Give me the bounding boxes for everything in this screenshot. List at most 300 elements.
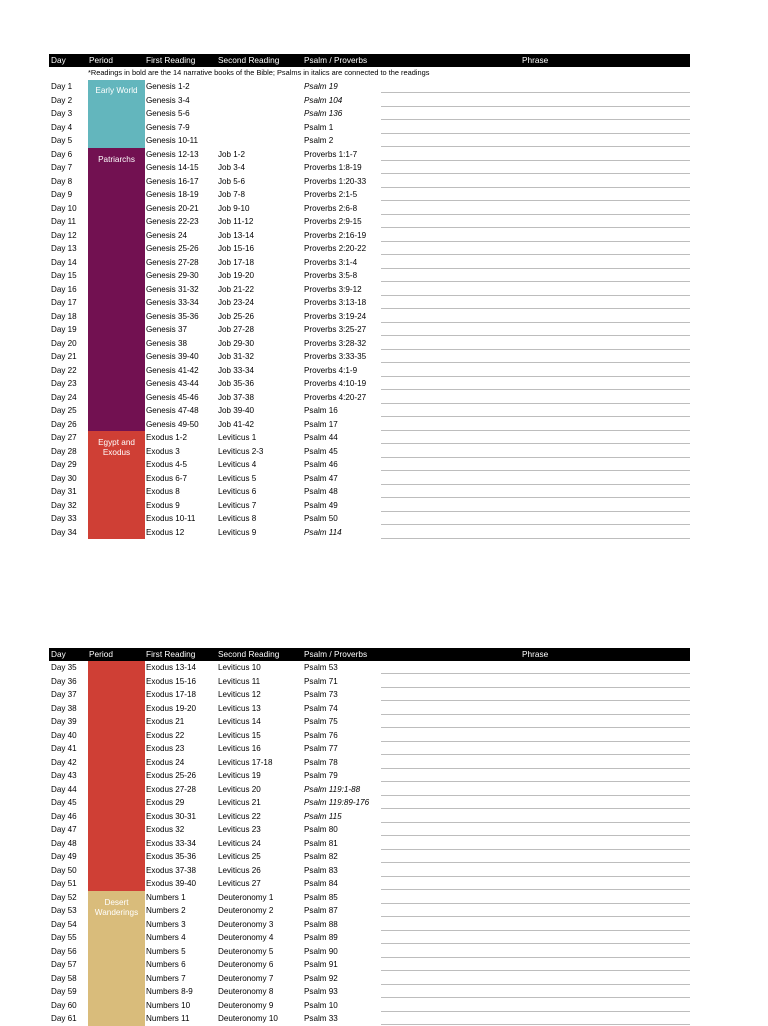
first-reading-cell: Genesis 41-42 — [146, 365, 199, 375]
second-reading-cell: Job 23-24 — [218, 298, 254, 307]
first-reading-cell: Numbers 6 — [146, 960, 186, 969]
day-cell: Day 20 — [51, 338, 77, 348]
day-cell: Day 19 — [51, 325, 77, 334]
first-reading-cell: Exodus 37-38 — [146, 865, 196, 875]
second-reading-cell: Leviticus 15 — [218, 730, 261, 740]
day-cell: Day 40 — [51, 730, 77, 740]
psalm-proverbs-cell: Proverbs 4:1-9 — [304, 365, 358, 375]
table-note: *Readings in bold are the 14 narrative books of the Bible; Psalms in italics are connected to the readings — [88, 68, 430, 77]
psalm-proverbs-cell: Psalm 115 — [304, 811, 342, 821]
day-cell: Day 23 — [51, 379, 77, 388]
psalm-proverbs-cell: Psalm 93 — [304, 987, 338, 996]
table-row — [49, 323, 690, 337]
first-reading-cell: Exodus 30-31 — [146, 811, 196, 821]
table-row — [49, 810, 690, 824]
first-reading-cell: Genesis 43-44 — [146, 379, 199, 388]
psalm-proverbs-cell: Psalm 88 — [304, 919, 338, 929]
day-cell: Day 14 — [51, 257, 77, 267]
first-reading-cell: Genesis 49-50 — [146, 419, 199, 429]
psalm-proverbs-cell: Proverbs 2:16-19 — [304, 230, 367, 240]
day-cell: Day 16 — [51, 284, 77, 294]
psalm-proverbs-cell: Psalm 114 — [304, 527, 342, 537]
table-row — [49, 931, 690, 945]
day-cell: Day 60 — [51, 1000, 77, 1010]
first-reading-cell: Exodus 19-20 — [146, 703, 196, 713]
table-row — [49, 1012, 690, 1026]
table-header — [49, 648, 690, 661]
psalm-proverbs-cell: Psalm 45 — [304, 446, 338, 456]
table-row — [49, 985, 690, 999]
day-cell: Day 57 — [51, 960, 77, 969]
psalm-proverbs-cell: Psalm 46 — [304, 460, 338, 469]
second-reading-cell: Job 9-10 — [218, 203, 250, 213]
psalm-proverbs-cell: Psalm 1 — [304, 122, 334, 132]
table-row — [49, 661, 690, 675]
second-reading-cell: Leviticus 26 — [218, 865, 261, 875]
second-reading-cell: Leviticus 6 — [218, 487, 257, 496]
second-reading-cell: Leviticus 22 — [218, 811, 261, 821]
first-reading-cell: Exodus 15-16 — [146, 676, 196, 686]
day-cell: Day 24 — [51, 392, 77, 402]
first-reading-cell: Genesis 31-32 — [146, 284, 199, 294]
psalm-proverbs-cell: Psalm 82 — [304, 852, 338, 861]
first-reading-cell: Exodus 25-26 — [146, 771, 196, 780]
table-row — [49, 337, 690, 351]
reading-plan-table-2 — [49, 648, 690, 1024]
table-row — [49, 94, 690, 108]
day-cell: Day 33 — [51, 514, 77, 523]
day-cell: Day 2 — [51, 95, 73, 105]
psalm-proverbs-cell: Psalm 19 — [304, 82, 338, 91]
psalm-proverbs-cell: Psalm 16 — [304, 406, 338, 415]
table-row — [49, 215, 690, 229]
day-cell: Day 18 — [51, 311, 77, 321]
day-cell: Day 3 — [51, 109, 73, 118]
second-reading-cell: Leviticus 9 — [218, 527, 257, 537]
second-reading-cell: Job 15-16 — [218, 244, 254, 253]
day-cell: Day 27 — [51, 433, 77, 442]
first-reading-cell: Numbers 3 — [146, 919, 186, 929]
table-row — [49, 796, 690, 810]
psalm-proverbs-cell: Psalm 87 — [304, 906, 338, 915]
first-reading-cell: Exodus 24 — [146, 757, 185, 767]
psalm-proverbs-cell: Psalm 119:1-88 — [304, 784, 361, 794]
psalm-proverbs-cell: Psalm 85 — [304, 892, 338, 902]
first-reading-cell: Exodus 27-28 — [146, 784, 196, 794]
period-label: Egypt and Exodus — [98, 438, 135, 457]
second-reading-cell: Job 25-26 — [218, 311, 254, 321]
table-row — [49, 877, 690, 891]
second-reading-cell: Leviticus 12 — [218, 690, 261, 699]
table-row — [49, 458, 690, 472]
second-reading-cell: Leviticus 11 — [218, 676, 261, 686]
table-row — [49, 256, 690, 270]
psalm-proverbs-cell: Psalm 76 — [304, 730, 338, 740]
second-reading-cell: Job 21-22 — [218, 284, 254, 294]
day-cell: Day 36 — [51, 676, 77, 686]
psalm-proverbs-cell: Psalm 44 — [304, 433, 338, 442]
day-cell: Day 52 — [51, 892, 77, 902]
second-reading-cell: Deuteronomy 6 — [218, 960, 274, 969]
table-row — [49, 404, 690, 418]
day-cell: Day 44 — [51, 784, 77, 794]
table-row — [49, 675, 690, 689]
table-row — [49, 715, 690, 729]
second-reading-cell: Job 33-34 — [218, 365, 254, 375]
second-reading-cell: Job 3-4 — [218, 163, 245, 172]
psalm-proverbs-cell: Psalm 48 — [304, 487, 338, 496]
second-reading-cell: Leviticus 10 — [218, 663, 261, 672]
psalm-proverbs-cell: Psalm 92 — [304, 973, 338, 983]
day-cell: Day 4 — [51, 122, 73, 132]
psalm-proverbs-cell: Proverbs 3:9-12 — [304, 284, 362, 294]
psalm-proverbs-cell: Proverbs 3:13-18 — [304, 298, 367, 307]
day-cell: Day 31 — [51, 487, 77, 496]
second-reading-cell: Leviticus 14 — [218, 717, 261, 726]
second-reading-cell: Leviticus 13 — [218, 703, 261, 713]
day-cell: Day 26 — [51, 419, 77, 429]
table-row — [49, 742, 690, 756]
table-row — [49, 364, 690, 378]
table-row — [49, 134, 690, 148]
first-reading-cell: Genesis 25-26 — [146, 244, 199, 253]
first-reading-cell: Numbers 10 — [146, 1000, 191, 1010]
header-phrase: Phrase — [522, 55, 549, 65]
first-reading-cell: Numbers 11 — [146, 1014, 190, 1023]
day-cell: Day 35 — [51, 663, 77, 672]
table-row — [49, 472, 690, 486]
day-cell: Day 25 — [51, 406, 77, 415]
day-cell: Day 39 — [51, 717, 77, 726]
header-period: Period — [89, 55, 113, 65]
psalm-proverbs-cell: Psalm 79 — [304, 771, 338, 780]
day-cell: Day 47 — [51, 825, 77, 834]
psalm-proverbs-cell: Psalm 75 — [304, 717, 338, 726]
day-cell: Day 45 — [51, 798, 77, 807]
phrase-line[interactable] — [381, 538, 690, 539]
table-row — [49, 418, 690, 432]
first-reading-cell: Exodus 32 — [146, 825, 185, 834]
table-row — [49, 121, 690, 135]
first-reading-cell: Genesis 37 — [146, 325, 187, 334]
second-reading-cell: Leviticus 24 — [218, 838, 261, 848]
first-reading-cell: Numbers 8-9 — [146, 987, 193, 996]
first-reading-cell: Genesis 38 — [146, 338, 187, 348]
table-row — [49, 904, 690, 918]
header-day: Day — [51, 649, 66, 659]
first-reading-cell: Genesis 10-11 — [146, 136, 199, 145]
first-reading-cell: Exodus 6-7 — [146, 473, 187, 483]
day-cell: Day 13 — [51, 244, 77, 253]
second-reading-cell: Leviticus 21 — [218, 798, 261, 807]
psalm-proverbs-cell: Psalm 50 — [304, 514, 338, 523]
table-row — [49, 242, 690, 256]
table-row — [49, 837, 690, 851]
psalm-proverbs-cell: Proverbs 3:28-32 — [304, 338, 367, 348]
first-reading-cell: Exodus 17-18 — [146, 690, 196, 699]
table-row — [49, 161, 690, 175]
day-cell: Day 21 — [51, 352, 77, 361]
psalm-proverbs-cell: Psalm 10 — [304, 1000, 338, 1010]
day-cell: Day 12 — [51, 230, 77, 240]
second-reading-cell: Job 19-20 — [218, 271, 254, 280]
second-reading-cell: Job 1-2 — [218, 149, 245, 159]
first-reading-cell: Genesis 24 — [146, 230, 187, 240]
psalm-proverbs-cell: Proverbs 1:1-7 — [304, 149, 358, 159]
table-row — [49, 972, 690, 986]
second-reading-cell: Deuteronomy 3 — [218, 919, 274, 929]
first-reading-cell: Genesis 16-17 — [146, 176, 199, 186]
psalm-proverbs-cell: Proverbs 2:20-22 — [304, 244, 367, 253]
first-reading-cell: Genesis 5-6 — [146, 109, 190, 118]
day-cell: Day 53 — [51, 906, 77, 915]
reading-plan-table-1 — [49, 54, 690, 540]
table-row — [49, 958, 690, 972]
second-reading-cell: Deuteronomy 2 — [218, 906, 274, 915]
day-cell: Day 46 — [51, 811, 77, 821]
first-reading-cell: Numbers 4 — [146, 933, 186, 942]
day-cell: Day 42 — [51, 757, 77, 767]
day-cell: Day 56 — [51, 946, 77, 956]
table-row — [49, 729, 690, 743]
first-reading-cell: Genesis 12-13 — [146, 149, 199, 159]
psalm-proverbs-cell: Psalm 53 — [304, 663, 338, 672]
psalm-proverbs-cell: Psalm 90 — [304, 946, 338, 956]
psalm-proverbs-cell: Proverbs 3:25-27 — [304, 325, 367, 334]
day-cell: Day 37 — [51, 690, 77, 699]
header-phrase: Phrase — [522, 649, 549, 659]
table-row — [49, 431, 690, 445]
table-row — [49, 945, 690, 959]
second-reading-cell: Deuteronomy 9 — [218, 1000, 274, 1010]
psalm-proverbs-cell: Proverbs 2:9-15 — [304, 217, 362, 226]
second-reading-cell: Leviticus 4 — [218, 460, 257, 469]
second-reading-cell: Leviticus 8 — [218, 514, 257, 523]
first-reading-cell: Genesis 7-9 — [146, 122, 190, 132]
first-reading-cell: Exodus 9 — [146, 500, 180, 510]
period-label: Patriarchs — [98, 154, 135, 164]
first-reading-cell: Genesis 35-36 — [146, 311, 199, 321]
first-reading-cell: Numbers 5 — [146, 946, 186, 956]
table-row — [49, 283, 690, 297]
second-reading-cell: Leviticus 7 — [218, 500, 257, 510]
day-cell: Day 32 — [51, 500, 77, 510]
day-cell: Day 50 — [51, 865, 77, 875]
table-row — [49, 107, 690, 121]
table-row — [49, 188, 690, 202]
period-label: Desert Wanderings — [94, 897, 139, 917]
day-cell: Day 34 — [51, 527, 77, 537]
first-reading-cell: Numbers 2 — [146, 906, 186, 915]
psalm-proverbs-cell: Proverbs 4:10-19 — [304, 379, 367, 388]
psalm-proverbs-cell: Psalm 77 — [304, 744, 338, 753]
psalm-proverbs-cell: Psalm 81 — [304, 838, 338, 848]
day-cell: Day 5 — [51, 136, 73, 145]
table-row — [49, 391, 690, 405]
day-cell: Day 7 — [51, 163, 73, 172]
table-row — [49, 310, 690, 324]
first-reading-cell: Numbers 1 — [146, 892, 186, 902]
phrase-line[interactable] — [381, 1024, 690, 1025]
day-cell: Day 29 — [51, 460, 77, 469]
table-row — [49, 864, 690, 878]
second-reading-cell: Deuteronomy 8 — [218, 987, 274, 996]
table-row — [49, 783, 690, 797]
header-first-reading: First Reading — [146, 649, 196, 659]
psalm-proverbs-cell: Psalm 104 — [304, 95, 343, 105]
table-row — [49, 269, 690, 283]
first-reading-cell: Exodus 13-14 — [146, 663, 196, 672]
table-header — [49, 54, 690, 67]
table-row — [49, 918, 690, 932]
psalm-proverbs-cell: Psalm 89 — [304, 933, 338, 942]
psalm-proverbs-cell: Proverbs 3:1-4 — [304, 257, 358, 267]
first-reading-cell: Genesis 33-34 — [146, 298, 199, 307]
psalm-proverbs-cell: Psalm 49 — [304, 500, 338, 510]
table-row — [49, 499, 690, 513]
first-reading-cell: Genesis 27-28 — [146, 257, 199, 267]
second-reading-cell: Job 39-40 — [218, 406, 254, 415]
day-cell: Day 30 — [51, 473, 77, 483]
table-row — [49, 229, 690, 243]
second-reading-cell: Deuteronomy 1 — [218, 892, 274, 902]
psalm-proverbs-cell: Psalm 119:89-176 — [304, 798, 370, 807]
first-reading-cell: Exodus 33-34 — [146, 838, 196, 848]
psalm-proverbs-cell: Proverbs 2:1-5 — [304, 190, 358, 199]
first-reading-cell: Exodus 35-36 — [146, 852, 196, 861]
day-cell: Day 59 — [51, 987, 77, 996]
day-cell: Day 54 — [51, 919, 77, 929]
psalm-proverbs-cell: Psalm 47 — [304, 473, 338, 483]
second-reading-cell: Job 13-14 — [218, 230, 254, 240]
day-cell: Day 49 — [51, 852, 77, 861]
first-reading-cell: Genesis 18-19 — [146, 190, 199, 199]
header-psalm-proverbs: Psalm / Proverbs — [304, 649, 368, 659]
psalm-proverbs-cell: Psalm 71 — [304, 676, 338, 686]
day-cell: Day 55 — [51, 933, 77, 942]
table-row — [49, 688, 690, 702]
psalm-proverbs-cell: Psalm 83 — [304, 865, 338, 875]
first-reading-cell: Genesis 39-40 — [146, 352, 199, 361]
first-reading-cell: Exodus 21 — [146, 717, 185, 726]
day-cell: Day 51 — [51, 879, 77, 888]
psalm-proverbs-cell: Psalm 91 — [304, 960, 338, 969]
header-period: Period — [89, 649, 113, 659]
second-reading-cell: Leviticus 5 — [218, 473, 257, 483]
day-cell: Day 61 — [51, 1014, 77, 1023]
day-cell: Day 43 — [51, 771, 77, 780]
table-row — [49, 526, 690, 540]
first-reading-cell: Exodus 1-2 — [146, 433, 187, 442]
psalm-proverbs-cell: Psalm 2 — [304, 136, 334, 145]
day-cell: Day 41 — [51, 744, 77, 753]
table-row — [49, 202, 690, 216]
psalm-proverbs-cell: Psalm 17 — [304, 419, 338, 429]
second-reading-cell: Job 35-36 — [218, 379, 254, 388]
first-reading-cell: Genesis 22-23 — [146, 217, 199, 226]
psalm-proverbs-cell: Proverbs 1:20-33 — [304, 176, 367, 186]
table-row — [49, 769, 690, 783]
first-reading-cell: Exodus 3 — [146, 446, 180, 456]
first-reading-cell: Exodus 29 — [146, 798, 185, 807]
first-reading-cell: Genesis 3-4 — [146, 95, 190, 105]
table-row — [49, 377, 690, 391]
header-psalm-proverbs: Psalm / Proverbs — [304, 55, 368, 65]
first-reading-cell: Genesis 20-21 — [146, 203, 199, 213]
first-reading-cell: Exodus 22 — [146, 730, 185, 740]
second-reading-cell: Job 29-30 — [218, 338, 254, 348]
table-row — [49, 891, 690, 905]
table-row — [49, 445, 690, 459]
second-reading-cell: Leviticus 19 — [218, 771, 261, 780]
first-reading-cell: Exodus 39-40 — [146, 879, 196, 888]
second-reading-cell: Deuteronomy 7 — [218, 973, 274, 983]
psalm-proverbs-cell: Psalm 78 — [304, 757, 338, 767]
psalm-proverbs-cell: Proverbs 4:20-27 — [304, 392, 367, 402]
day-cell: Day 28 — [51, 446, 77, 456]
second-reading-cell: Leviticus 17-18 — [218, 757, 273, 767]
first-reading-cell: Genesis 1-2 — [146, 82, 190, 91]
second-reading-cell: Leviticus 23 — [218, 825, 261, 834]
first-reading-cell: Exodus 8 — [146, 487, 180, 496]
second-reading-cell: Job 7-8 — [218, 190, 245, 199]
table-row — [49, 350, 690, 364]
first-reading-cell: Genesis 45-46 — [146, 392, 199, 402]
second-reading-cell: Job 17-18 — [218, 257, 254, 267]
day-cell: Day 22 — [51, 365, 77, 375]
day-cell: Day 58 — [51, 973, 77, 983]
table-row — [49, 756, 690, 770]
table-row — [49, 296, 690, 310]
second-reading-cell: Job 11-12 — [218, 217, 254, 226]
psalm-proverbs-cell: Psalm 136 — [304, 109, 343, 118]
table-row — [49, 702, 690, 716]
table-row — [49, 823, 690, 837]
first-reading-cell: Genesis 29-30 — [146, 271, 199, 280]
psalm-proverbs-cell: Proverbs 1:8-19 — [304, 163, 362, 172]
psalm-proverbs-cell: Psalm 74 — [304, 703, 338, 713]
table-row — [49, 512, 690, 526]
first-reading-cell: Exodus 4-5 — [146, 460, 187, 469]
header-day: Day — [51, 55, 66, 65]
second-reading-cell: Leviticus 16 — [218, 744, 261, 753]
psalm-proverbs-cell: Proverbs 2:6-8 — [304, 203, 358, 213]
first-reading-cell: Numbers 7 — [146, 973, 186, 983]
second-reading-cell: Job 37-38 — [218, 392, 254, 402]
day-cell: Day 10 — [51, 203, 77, 213]
table-row — [49, 485, 690, 499]
psalm-proverbs-cell: Proverbs 3:5-8 — [304, 271, 358, 280]
second-reading-cell: Leviticus 2-3 — [218, 446, 264, 456]
second-reading-cell: Job 31-32 — [218, 352, 254, 361]
day-cell: Day 11 — [51, 217, 77, 226]
second-reading-cell: Deuteronomy 4 — [218, 933, 274, 942]
second-reading-cell: Leviticus 27 — [218, 879, 261, 888]
psalm-proverbs-cell: Psalm 84 — [304, 879, 338, 888]
second-reading-cell: Job 27-28 — [218, 325, 254, 334]
second-reading-cell: Leviticus 25 — [218, 852, 261, 861]
header-first-reading: First Reading — [146, 55, 196, 65]
table-row — [49, 850, 690, 864]
day-cell: Day 17 — [51, 298, 77, 307]
second-reading-cell: Leviticus 1 — [218, 433, 257, 442]
psalm-proverbs-cell: Proverbs 3:33-35 — [304, 352, 367, 361]
day-cell: Day 1 — [51, 82, 73, 91]
header-second-reading: Second Reading — [218, 55, 280, 65]
day-cell: Day 6 — [51, 149, 73, 159]
table-row — [49, 148, 690, 162]
day-cell: Day 15 — [51, 271, 77, 280]
